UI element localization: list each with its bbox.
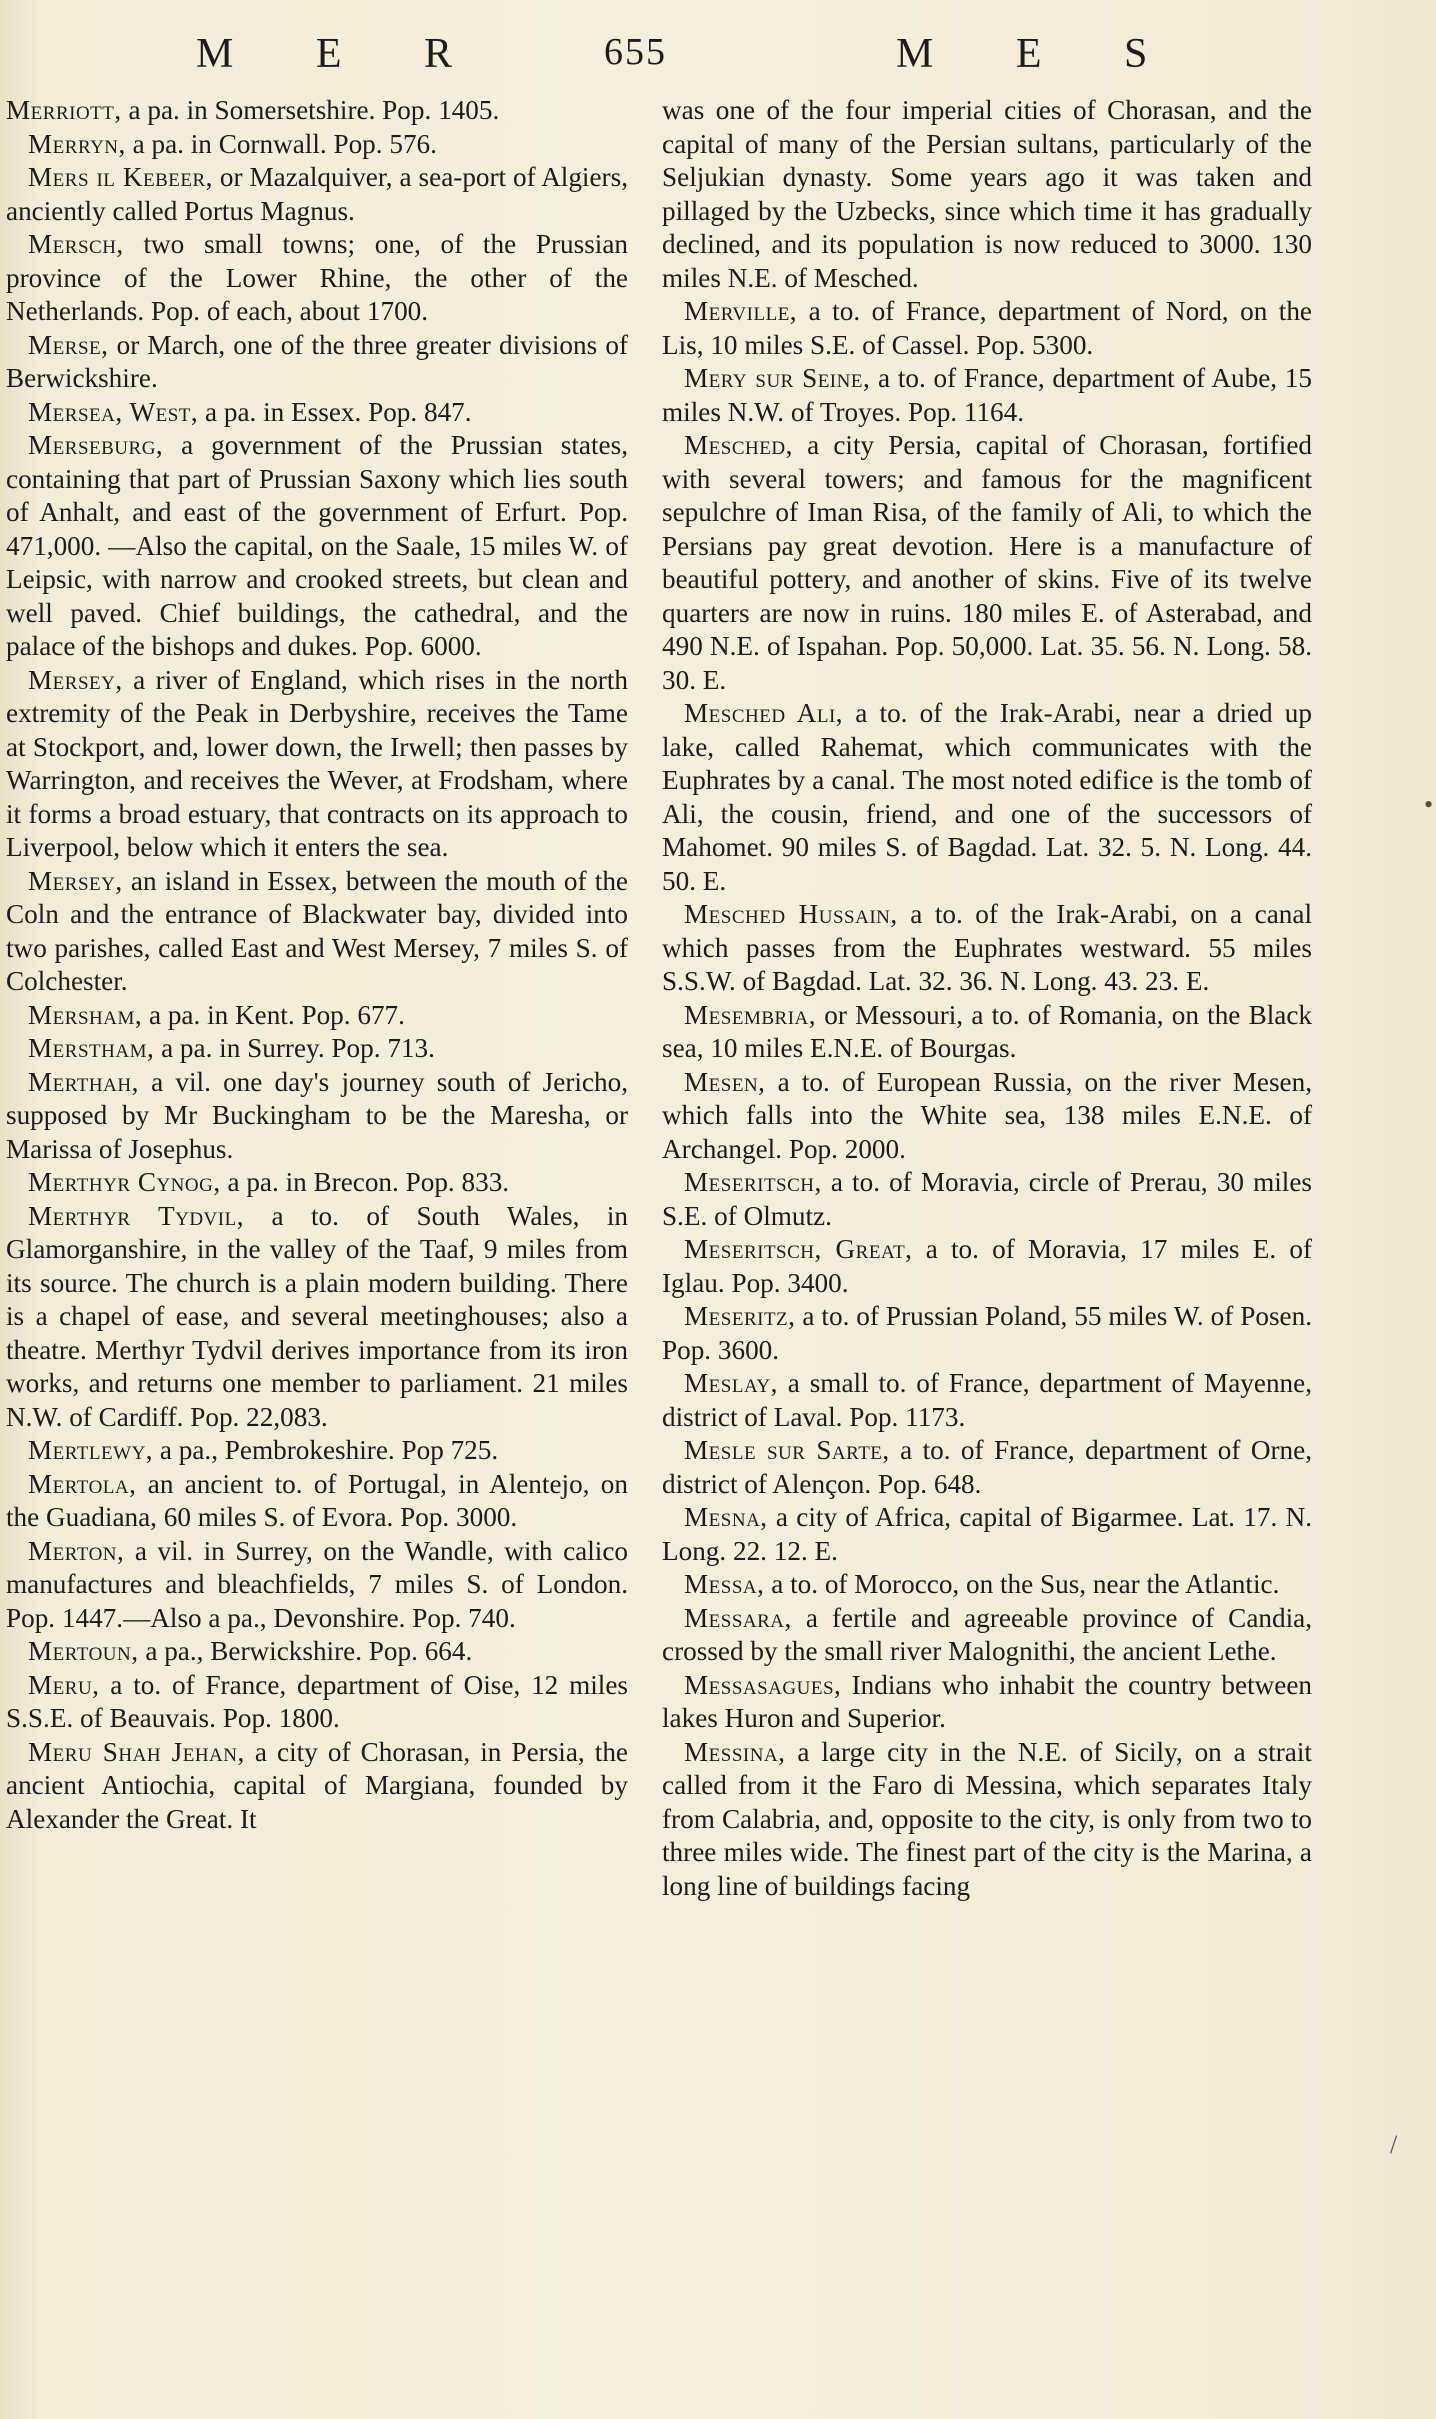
entry-term: Meseritz, [684, 1301, 796, 1331]
entry-description: a city of Chorasan, in Persia, the ancient Antiochia, capital of Margiana, founded by Alexander the Great. It [6, 1736, 628, 1834]
entry-description: a to. of South Wales, in Glamorganshire, in the valley of the Taaf, 9 miles from its source. The church is a plain modern building. There is a chapel of ease, and several meetinghouses; also a theatre. Merthyr Tydvil derives importance from its iron works, and returns one member to parliament. 21 miles N.W. of Cardiff. Pop. 22,083. [6, 1200, 628, 1432]
entry-description: a to. of Moravia, 17 miles E. of Iglau. Pop. 3400. [662, 1234, 1313, 1298]
entry-description: a pa. in Kent. Pop. 677. [142, 999, 405, 1030]
entry-term: Messasagues, [684, 1669, 842, 1700]
entry-term: Merthyr Cynog, [28, 1167, 221, 1197]
entry-term: Mersey, [28, 664, 123, 695]
entry-term: Merse, [28, 329, 109, 360]
gazetteer-entry [662, 1166, 1312, 1233]
gazetteer-entry [6, 228, 628, 329]
entry-description: Indians who inhabit the country between lakes Huron and Superior. [662, 1669, 1312, 1733]
entry-term: Mersea, West, [28, 396, 199, 427]
entry-description: a city of Africa, capital of Bigarmee. Lat. 17. N. Long. 22. 12. E. [662, 1502, 1312, 1566]
entry-description: a small to. of France, department of Mayenne, district of Laval. Pop. 1173. [662, 1368, 1312, 1432]
gazetteer-entry [6, 664, 628, 865]
entry-term: Meru Shah Jehan, [28, 1736, 245, 1767]
entry-term: Merseburg, [28, 430, 164, 460]
gazetteer-entry [6, 429, 628, 664]
entry-description: two small towns; one, of the Prussian province of the Lower Rhine, the other of the Netherlands. Pop. of each, about 1700. [6, 229, 628, 326]
entry-description: a pa. in Brecon. Pop. 833. [220, 1167, 510, 1197]
gazetteer-entry [6, 1468, 628, 1535]
entry-description: a government of the Prussian states, containing that part of Prussian Saxony which lies south of Anhalt, and east of the government of Erfurt. Pop. 471,000. —Also the capital, on the Saale, 15 miles W. of Leipsic, with narrow and crooked streets, but clean and well paved. Chief buildings, the cathedral, and the palace of the bishops and dukes. Pop. 6000. [6, 430, 628, 661]
entry-description: a to. of the Irak-Arabi, near a dried up lake, called Rahemat, which communicates with the Euphrates by a canal. The most noted edifice is the tomb of Ali, the cousin, friend, and one of the successors of Mahomet. 90 miles S. of Bagdad. Lat. 32. 5. N. Long. 44. 50. E. [662, 698, 1312, 896]
header-right-guide-word: M E S [896, 31, 1170, 77]
gazetteer-entry [6, 1200, 628, 1435]
gazetteer-entry [6, 1535, 628, 1636]
entry-description: a city Persia, capital of Chorasan, fortified with several towers; and famous for the magnificent sepulchre of Iman Risa, of the family of Ali, to which the Persians pay great devotion. Here is a manufacture of beautiful pottery, and another of skins. Five of its twelve quarters are now in ruins. 180 miles E. of Asterabad, and 490 N.E. of Ispahan. Pop. 50,000. Lat. 35. 56. N. Long. 58. 30. E. [662, 430, 1312, 695]
gazetteer-entry [662, 362, 1312, 429]
gazetteer-entry [6, 1066, 628, 1167]
entry-term: Mertlewy, [28, 1435, 154, 1465]
entry-description: a large city in the N.E. of Sicily, on a strait called from it the Faro di Messina, which separates Italy from Calabria, and, opposite to the city, is only from two to three miles wide. The finest part of the city is the Marina, a long line of buildings facing [662, 1736, 1312, 1901]
entry-term: Merriott, [6, 95, 122, 125]
gazetteer-entry [6, 396, 628, 430]
entry-description: was one of the four imperial cities of Chorasan, and the capital of many of the Persian sultans, particularly of the Seljukian dynasty. Some years ago it was taken and pillaged by the Uzbecks, since which time it has gradually declined, and its population is now reduced to 3000. 130 miles N.E. of Mesched. [662, 95, 1312, 293]
gazetteer-entry [662, 999, 1312, 1066]
entry-description: a to. of France, department of Nord, on the Lis, 10 miles S.E. of Cassel. Pop. 5300. [662, 296, 1312, 360]
gazetteer-entry [6, 1434, 628, 1468]
gazetteer-entry [662, 1066, 1312, 1167]
entry-term: Mesen, [684, 1066, 766, 1097]
entry-term: Meseritsch, [684, 1167, 822, 1197]
gazetteer-entry [6, 94, 628, 128]
entry-term: Meslay, [684, 1368, 778, 1398]
gazetteer-entry [6, 128, 628, 162]
entry-description: a to. of the Irak-Arabi, on a canal which passes from the Euphrates westward. 55 miles S.S.W. of Bagdad. Lat. 32. 36. N. Long. 43. 23. E. [662, 899, 1313, 996]
entry-term: Messa, [684, 1569, 765, 1599]
entry-description: a to. of Moravia, circle of Prerau, 30 miles S.E. of Olmutz. [662, 1167, 1312, 1231]
entry-term: Mesched, [684, 430, 793, 460]
entry-term: Merville, [684, 296, 798, 326]
entry-term: Mertoun, [28, 1636, 139, 1666]
entry-term: Messara, [684, 1602, 792, 1633]
entry-description: a to. of European Russia, on the river Mesen, which falls into the White sea, 138 miles E.N.E. of Archangel. Pop. 2000. [662, 1066, 1312, 1164]
gazetteer-entry [662, 1300, 1312, 1367]
gazetteer-entry [6, 1032, 628, 1066]
gazetteer-entry [662, 1233, 1312, 1300]
entry-description: a pa., Berwickshire. Pop. 664. [138, 1636, 473, 1666]
entry-term: Mesembria, [684, 999, 817, 1030]
entry-term: Meru, [28, 1669, 100, 1700]
entry-term: Merryn, [28, 128, 126, 159]
gazetteer-entry [662, 429, 1312, 697]
gazetteer-entry [6, 1736, 628, 1837]
entry-term: Mers il Kebeer, [28, 162, 213, 192]
entry-description: a pa. in Essex. Pop. 847. [198, 396, 472, 427]
page-header [0, 24, 1436, 84]
entry-description: a to. of France, department of Orne, district of Alençon. Pop. 648. [662, 1435, 1312, 1499]
entry-description: a pa. in Surrey. Pop. 713. [154, 1033, 435, 1063]
gazetteer-entry [6, 161, 628, 228]
entry-term: Mersey, [28, 865, 123, 896]
entry-description: a to. of France, department of Oise, 12 miles S.S.E. of Beauvais. Pop. 1800. [6, 1669, 628, 1733]
entry-description: a to. of France, department of Aube, 15 miles N.W. of Troyes. Pop. 1164. [662, 363, 1312, 427]
entry-term: Mesle sur Sarte, [684, 1435, 890, 1465]
gazetteer-entry [6, 865, 628, 999]
gazetteer-entry [662, 898, 1312, 999]
entry-description: a pa. in Cornwall. Pop. 576. [125, 128, 437, 159]
entry-description: a fertile and agreeable province of Candia, crossed by the small river Malognithi, the ancient Lethe. [662, 1602, 1312, 1666]
entry-term: Mesched Ali, [684, 698, 844, 728]
entry-term: Merstham, [28, 1033, 155, 1063]
entry-term: Messina, [684, 1736, 786, 1767]
gazetteer-entry [6, 1166, 628, 1200]
gazetteer-entry [662, 1434, 1312, 1501]
entry-description: a pa. in Somersetshire. Pop. 1405. [121, 95, 500, 125]
entry-description: or Mazalquiver, a sea-port of Algiers, anciently called Portus Magnus. [6, 162, 628, 226]
right-column [662, 94, 1312, 2404]
gazetteer-entry [662, 697, 1312, 898]
entry-description: a to. of Prussian Poland, 55 miles W. of Posen. Pop. 3600. [662, 1301, 1312, 1365]
entry-term: Mersham, [28, 999, 143, 1030]
entry-description: a river of England, which rises in the north extremity of the Peak in Derbyshire, receives the Tame at Stockport, and, lower down, the Irwell; then passes by Warrington, and receives the Wever, at Frodsham, where it forms a broad estuary, that contracts on its approach to Liverpool, below which it enters the sea. [6, 664, 628, 862]
entry-description: or March, one of the three greater divisions of Berwickshire. [6, 329, 628, 393]
entry-term: Merton, [28, 1535, 125, 1566]
entry-term: Merthyr Tydvil, [28, 1200, 244, 1231]
gazetteer-entry [6, 999, 628, 1033]
margin-dot: • [1424, 790, 1434, 819]
entry-term: Mertola, [28, 1468, 137, 1499]
entry-description: or Messouri, a to. of Romania, on the Black sea, 10 miles E.N.E. of Bourgas. [662, 999, 1312, 1063]
entry-description: a to. of Morocco, on the Sus, near the Atlantic. [764, 1569, 1280, 1599]
entry-term: Merthah, [28, 1066, 139, 1097]
gazetteer-entry [662, 1602, 1312, 1669]
gazetteer-entry [662, 1367, 1312, 1434]
entry-term: Mersch, [28, 229, 124, 259]
page-number: 655 [604, 31, 667, 73]
entry-term: Mesched Hussain, [684, 899, 898, 929]
entry-description: an ancient to. of Portugal, in Alentejo, on the Guadiana, 60 miles S. of Evora. Pop. 3000. [6, 1468, 628, 1532]
entry-description: a vil. one day's journey south of Jericho, supposed by Mr Buckingham to be the Maresha, or Marissa of Josephus. [6, 1066, 628, 1164]
gazetteer-entry [662, 1736, 1312, 1904]
entry-term: Meseritsch, Great, [684, 1234, 913, 1264]
entry-description: a vil. in Surrey, on the Wandle, with calico manufactures and bleachfields, 7 miles S. of London. Pop. 1447.—Also a pa., Devonshire. Pop. 740. [6, 1535, 628, 1633]
left-column [6, 94, 628, 2404]
entry-description: a pa., Pembrokeshire. Pop 725. [153, 1435, 499, 1465]
gazetteer-entry [662, 1669, 1312, 1736]
entry-description: an island in Essex, between the mouth of the Coln and the entrance of Blackwater bay, divided into two parishes, called East and West Mersey, 7 miles S. of Colchester. [6, 865, 628, 996]
gazetteer-entry [662, 1501, 1312, 1568]
gazetteer-entry [6, 1669, 628, 1736]
entry-term: Mery sur Seine, [684, 363, 871, 393]
gazetteer-entry [662, 1568, 1312, 1602]
gazetteer-entry [662, 295, 1312, 362]
entry-term: Mesna, [684, 1502, 768, 1532]
margin-mark: / [1390, 2130, 1398, 2159]
header-left-guide-word: M E R [196, 31, 475, 77]
gazetteer-entry [6, 1635, 628, 1669]
gazetteer-entry [662, 94, 1312, 295]
gazetteer-entry [6, 329, 628, 396]
